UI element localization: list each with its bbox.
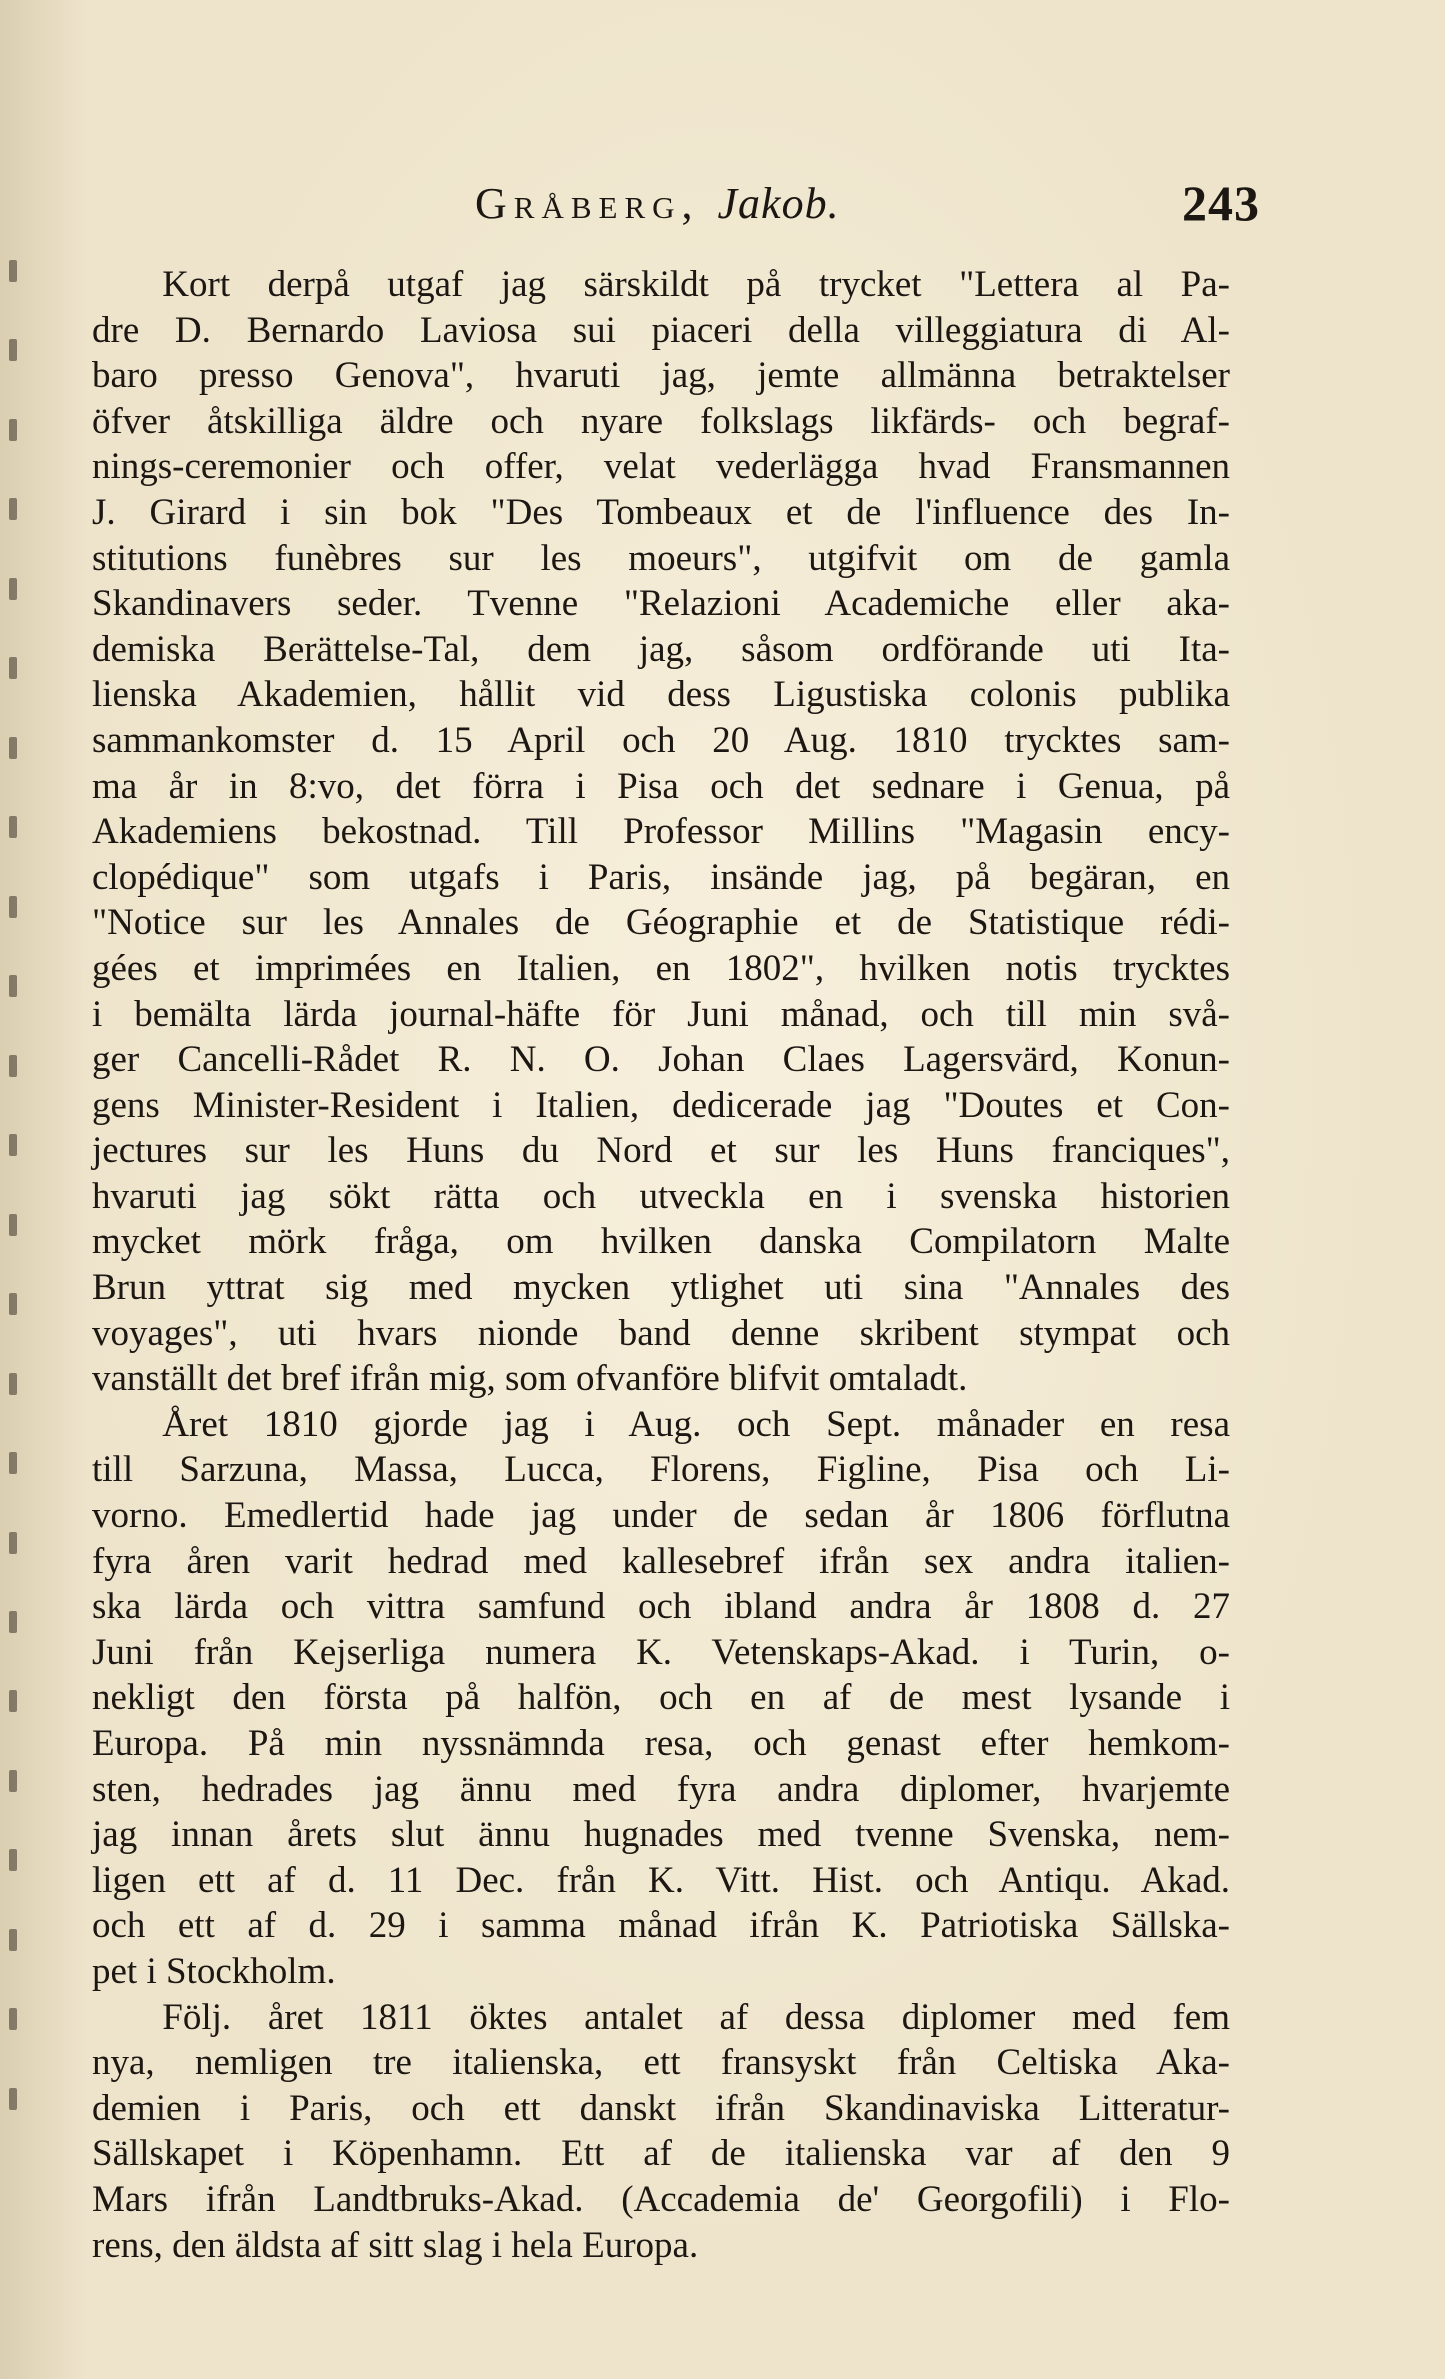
text-line: lienska Akademien, hållit vid dess Ligustiska colonis publika: [92, 674, 1230, 716]
text-line: nings-ceremonier och offer, velat vederlägga hvad Fransmannen: [92, 446, 1230, 488]
paragraph: [92, 262, 1230, 1402]
text-line: stitutions funèbres sur les moeurs", utgifvit om de gamla: [92, 537, 1230, 579]
text-line: Europa. På min nyssnämnda resa, och genast efter hemkom-: [92, 1723, 1230, 1764]
text-line: ska lärda och vittra samfund och ibland andra år 1808 d. 27: [92, 1586, 1230, 1628]
text-line: Året 1810 gjorde jag i Aug. och Sept. månader en resa: [162, 1403, 1230, 1445]
text-line: gées et imprimées en Italien, en 1802", hvilken notis trycktes: [92, 947, 1230, 989]
text-line: hvaruti jag sökt rätta och utveckla en i svenska historien: [92, 1175, 1230, 1217]
text-line: mycket mörk fråga, om hvilken danska Compilatorn Malte: [92, 1221, 1230, 1263]
paragraph: [92, 1402, 1230, 1995]
text-line: fyra åren varit hedrad med kallesebref ifrån sex andra italien-: [92, 1540, 1230, 1582]
text-line: vorno. Emedlertid hade jag under de sedan år 1806 förflutna: [92, 1495, 1230, 1537]
text-line: till Sarzuna, Massa, Lucca, Florens, Figline, Pisa och Li-: [92, 1449, 1230, 1491]
text-line: nya, nemligen tre italienska, ett fransyskt från Celtiska Aka-: [92, 2042, 1230, 2084]
page-number: 243: [1182, 175, 1260, 231]
text-line: J. Girard i sin bok "Des Tombeaux et de l'influence des In-: [92, 491, 1230, 533]
text-line: Skandinavers seder. Tvenne "Relazioni Academiche eller aka-: [92, 583, 1230, 625]
text-line: Akademiens bekostnad. Till Professor Millins "Magasin ency-: [92, 811, 1230, 853]
text-line: Brun yttrat sig med mycken ytlighet uti sina "Annales des: [92, 1267, 1230, 1309]
text-line: clopédique" som utgafs i Paris, insände jag, på begäran, en: [92, 856, 1230, 898]
text-line: Mars ifrån Landtbruks-Akad. (Accademia de' Georgofili) i Flo-: [92, 2178, 1230, 2220]
running-head: [475, 178, 840, 229]
text-line: Kort derpå utgaf jag särskildt på trycket "Lettera al Pa-: [162, 264, 1230, 305]
text-line: sten, hedrades jag ännu med fyra andra diplomer, hvarjemte: [92, 1768, 1230, 1810]
text-line: "Notice sur les Annales de Géographie et de Statistique rédi-: [92, 902, 1230, 944]
body-text: [92, 262, 1230, 2268]
text-line: pet i Stockholm.: [92, 1950, 336, 1992]
text-line: voyages", uti hvars nionde band denne skribent stympat och: [92, 1312, 1230, 1354]
running-head-name: Gråberg,: [475, 179, 700, 228]
text-line: gens Minister-Resident i Italien, dedicerade jag "Doutes et Con-: [92, 1084, 1230, 1126]
text-line: i bemälta lärda journal-häfte för Juni månad, och till min svå-: [92, 993, 1230, 1035]
paragraph: [92, 1995, 1230, 2269]
text-line: Följ. året 1811 öktes antalet af dessa diplomer med fem: [162, 1996, 1230, 2038]
left-margin-bleed-through: [0, 260, 30, 2110]
running-head-given-name: Jakob.: [717, 179, 840, 228]
text-line: rens, den äldsta af sitt slag i hela Europa.: [92, 2224, 699, 2266]
text-line: nekligt den första på halfön, och en af de mest lysande i: [92, 1677, 1230, 1719]
text-line: demien i Paris, och ett danskt ifrån Skandinaviska Litteratur-: [92, 2087, 1230, 2129]
text-line: dre D. Bernardo Laviosa sui piaceri della villeggiatura di Al-: [92, 309, 1230, 351]
text-line: jectures sur les Huns du Nord et sur les Huns franciques",: [92, 1130, 1230, 1172]
text-line: ger Cancelli-Rådet R. N. O. Johan Claes Lagersvärd, Konun-: [92, 1039, 1230, 1081]
text-line: jag innan årets slut ännu hugnades med tvenne Svenska, nem-: [92, 1814, 1230, 1856]
text-line: demiska Berättelse-Tal, dem jag, såsom ordförande uti Ita-: [92, 628, 1230, 670]
text-line: vanställt det bref ifrån mig, som ofvanföre blifvit omtaladt.: [92, 1358, 968, 1400]
text-line: och ett af d. 29 i samma månad ifrån K. Patriotiska Sällska-: [92, 1905, 1230, 1947]
text-line: sammankomster d. 15 April och 20 Aug. 1810 trycktes sam-: [92, 719, 1230, 761]
page-header: [130, 170, 1260, 240]
text-line: Sällskapet i Köpenhamn. Ett af de italienska var af den 9: [92, 2133, 1230, 2175]
text-line: ligen ett af d. 11 Dec. från K. Vitt. Hist. och Antiqu. Akad.: [92, 1859, 1230, 1901]
text-line: ma år in 8:vo, det förra i Pisa och det sednare i Genua, på: [92, 765, 1230, 807]
text-line: baro presso Genova", hvaruti jag, jemte allmänna betraktelser: [92, 355, 1230, 397]
text-line: Juni från Kejserliga numera K. Vetenskaps-Akad. i Turin, o-: [92, 1631, 1230, 1673]
text-line: öfver åtskilliga äldre och nyare folkslags likfärds- och begraf-: [92, 400, 1230, 442]
